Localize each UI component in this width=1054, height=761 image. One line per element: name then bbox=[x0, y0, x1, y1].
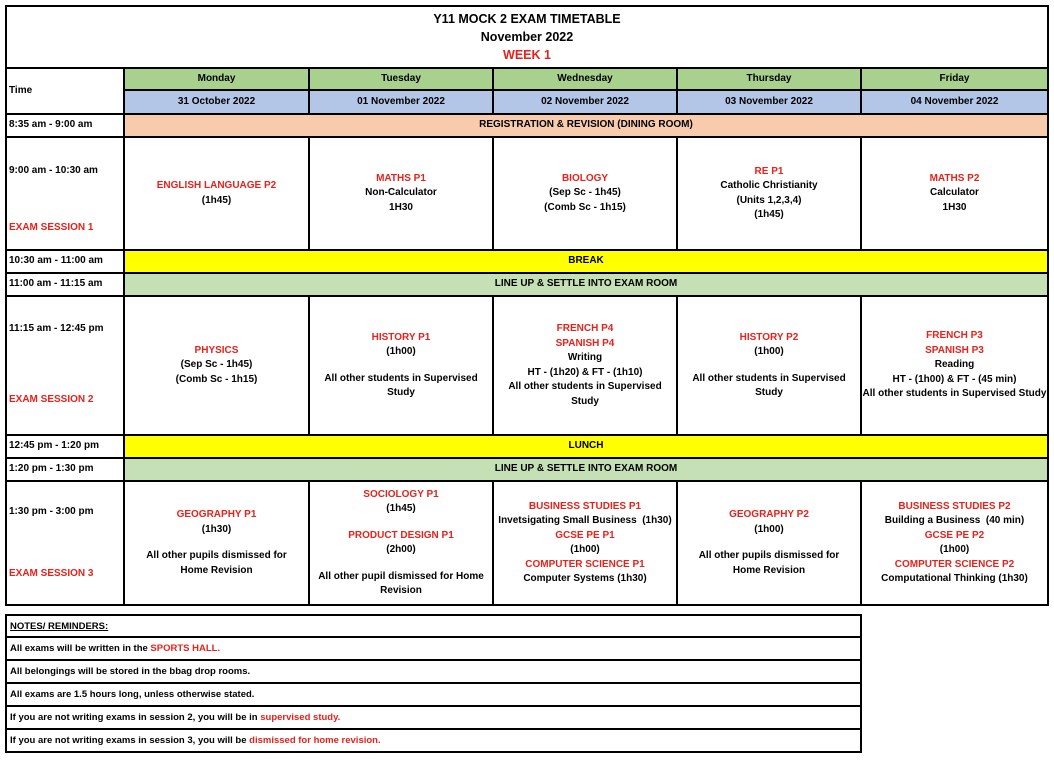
note-text: All exams will be written in the bbox=[10, 643, 151, 654]
exam-duration: (1h00) bbox=[754, 346, 784, 357]
note-text: If you are not writing exams in session 2, you will be in bbox=[10, 712, 261, 723]
date-header-wednesday bbox=[492, 89, 678, 115]
exam-subject: HISTORY P1 bbox=[371, 331, 431, 343]
time-registration bbox=[5, 113, 125, 138]
time-lunch bbox=[5, 434, 125, 459]
title-block bbox=[5, 5, 1049, 69]
exam-duration: (1h45) bbox=[386, 503, 416, 514]
exam-duration: (1h00) bbox=[570, 544, 600, 555]
exam-cell bbox=[860, 295, 1049, 436]
time-label: 1:30 pm - 3:00 pm bbox=[9, 506, 94, 517]
day-header-friday bbox=[860, 67, 1049, 91]
time-session-3 bbox=[5, 480, 125, 606]
time-label: 11:15 am - 12:45 pm bbox=[9, 323, 104, 334]
exam-note: All other students in Supervised Study bbox=[324, 372, 478, 398]
exam-note: All other pupils dismissed for Home Revision bbox=[698, 550, 840, 576]
notes-heading-text: NOTES/ REMINDERS: bbox=[10, 620, 109, 632]
exam-subject: GCSE PE P2 bbox=[924, 529, 985, 541]
lineup-banner-1 bbox=[123, 272, 1049, 297]
exam-paper: Invetsigating Small Business (1h30) bbox=[498, 515, 672, 526]
exam-note: All other pupils dismissed for Home Revision bbox=[146, 550, 287, 576]
date-header-thursday bbox=[676, 89, 862, 115]
exam-cell bbox=[308, 480, 494, 606]
exam-paper: Writing bbox=[567, 352, 603, 363]
exam-duration: (1h00) bbox=[939, 544, 970, 555]
exam-subject: SPANISH P4 bbox=[555, 337, 615, 349]
date-header-monday bbox=[123, 89, 310, 115]
day-name: Wednesday bbox=[557, 72, 613, 84]
session-label: EXAM SESSION 3 bbox=[9, 568, 94, 579]
note-highlight: dismissed for home revision. bbox=[249, 735, 381, 746]
exam-subject: SOCIOLOGY P1 bbox=[363, 488, 439, 500]
exam-duration: 1H30 bbox=[942, 201, 967, 213]
time-label: 11:00 am - 11:15 am bbox=[9, 278, 103, 290]
time-header bbox=[5, 67, 125, 115]
exam-tiers: HT - (1h20) & FT - (1h10) bbox=[527, 366, 643, 378]
time-label: 1:20 pm - 1:30 pm bbox=[9, 463, 94, 475]
exam-subject: BUSINESS STUDIES P1 bbox=[528, 500, 642, 512]
exam-subject: RE P1 bbox=[754, 165, 784, 177]
exam-duration: 1H30 bbox=[389, 201, 413, 213]
exam-paper: Calculator bbox=[930, 187, 979, 199]
note-item bbox=[5, 705, 862, 730]
exam-subject: GCSE PE P1 bbox=[555, 529, 615, 541]
time-lineup-2 bbox=[5, 457, 125, 482]
exam-subject: COMPUTER SCIENCE P2 bbox=[894, 558, 1015, 570]
exam-tiers: HT - (1h00) & FT - (45 min) bbox=[892, 373, 1017, 385]
day-date: 04 November 2022 bbox=[910, 95, 999, 107]
exam-subject: ENGLISH LANGUAGE P2 bbox=[156, 180, 277, 191]
exam-duration: (1h30) bbox=[201, 523, 232, 535]
exam-cell bbox=[492, 295, 678, 436]
day-date: 31 October 2022 bbox=[177, 95, 256, 107]
exam-cell bbox=[123, 480, 310, 606]
note-text: All belongings will be stored in the bbag drop rooms. bbox=[10, 666, 251, 677]
lineup-text: LINE UP & SETTLE INTO EXAM ROOM bbox=[494, 278, 678, 290]
day-date: 02 November 2022 bbox=[541, 95, 629, 107]
exam-duration: (1h00) bbox=[754, 523, 784, 535]
day-date: 01 November 2022 bbox=[357, 95, 445, 107]
exam-subject: FRENCH P3 bbox=[926, 330, 983, 342]
session-label: EXAM SESSION 1 bbox=[9, 222, 94, 233]
time-label: 9:00 am - 10:30 am bbox=[9, 165, 98, 176]
exam-subject: GEOGRAPHY P1 bbox=[176, 509, 257, 520]
note-item bbox=[5, 682, 862, 707]
exam-cell bbox=[676, 480, 862, 606]
exam-sep-duration: (Sep Sc - 1h45) bbox=[549, 187, 621, 199]
exam-cell bbox=[676, 295, 862, 436]
week-label: WEEK 1 bbox=[503, 48, 551, 62]
day-header-wednesday bbox=[492, 67, 678, 91]
lineup-text: LINE UP & SETTLE INTO EXAM ROOM bbox=[494, 463, 678, 475]
day-name: Thursday bbox=[746, 72, 792, 84]
day-date: 03 November 2022 bbox=[725, 95, 813, 107]
session-label: EXAM SESSION 2 bbox=[9, 394, 94, 405]
exam-note: All other students in Supervised Study bbox=[692, 372, 846, 398]
exam-paper: Computer Systems (1h30) bbox=[523, 573, 647, 584]
notes-heading bbox=[5, 614, 862, 638]
exam-paper: Non-Calculator bbox=[365, 187, 437, 199]
exam-cell bbox=[860, 136, 1049, 251]
break-banner bbox=[123, 249, 1049, 274]
registration-banner bbox=[123, 113, 1049, 138]
time-label: 12:45 pm - 1:20 pm bbox=[9, 440, 100, 452]
page-subtitle: November 2022 bbox=[480, 30, 574, 44]
exam-paper: Reading bbox=[934, 359, 975, 371]
exam-subject: SPANISH P3 bbox=[925, 344, 984, 356]
day-name: Monday bbox=[197, 72, 236, 84]
exam-subject: PHYSICS bbox=[194, 344, 239, 356]
exam-paper: Computational Thinking (1h30) bbox=[881, 573, 1028, 584]
registration-text: REGISTRATION & REVISION (DINING ROOM) bbox=[479, 119, 693, 131]
date-header-tuesday bbox=[308, 89, 494, 115]
break-text: BREAK bbox=[568, 255, 604, 267]
time-label: 10:30 am - 11:00 am bbox=[9, 255, 103, 267]
exam-subject: FRENCH P4 bbox=[556, 323, 614, 334]
time-lineup-1 bbox=[5, 272, 125, 297]
day-header-tuesday bbox=[308, 67, 494, 91]
exam-sep-duration: (Sep Sc - 1h45) bbox=[180, 359, 253, 371]
exam-note: All other students in Supervised Study bbox=[508, 381, 662, 407]
exam-cell bbox=[308, 136, 494, 251]
day-header-monday bbox=[123, 67, 310, 91]
day-name: Tuesday bbox=[381, 72, 421, 84]
exam-subject: MATHS P1 bbox=[376, 172, 426, 184]
exam-subject: COMPUTER SCIENCE P1 bbox=[525, 558, 645, 570]
exam-subject: MATHS P2 bbox=[929, 172, 980, 184]
date-header-friday bbox=[860, 89, 1049, 115]
note-item bbox=[5, 728, 862, 753]
exam-cell bbox=[492, 480, 678, 606]
time-label: 8:35 am - 9:00 am bbox=[9, 119, 93, 131]
exam-note: All other students in Supervised Study bbox=[862, 388, 1047, 400]
note-item bbox=[5, 659, 862, 684]
lunch-banner bbox=[123, 434, 1049, 459]
exam-subject: GEOGRAPHY P2 bbox=[729, 509, 809, 520]
note-text: If you are not writing exams in session 3, you will be bbox=[10, 735, 250, 746]
page-title: Y11 MOCK 2 EXAM TIMETABLE bbox=[433, 12, 621, 26]
note-text: All exams are 1.5 hours long, unless otherwise stated. bbox=[10, 689, 255, 700]
time-session-1 bbox=[5, 136, 125, 251]
exam-subject: HISTORY P2 bbox=[739, 331, 799, 343]
lineup-banner-2 bbox=[123, 457, 1049, 482]
time-header-label: Time bbox=[9, 84, 33, 96]
exam-subject: BIOLOGY bbox=[561, 172, 609, 184]
exam-cell bbox=[123, 295, 310, 436]
time-break bbox=[5, 249, 125, 274]
exam-cell bbox=[676, 136, 862, 251]
exam-paper: Building a Business (40 min) bbox=[884, 515, 1025, 526]
exam-cell bbox=[308, 295, 494, 436]
exam-cell bbox=[492, 136, 678, 251]
exam-cell bbox=[123, 136, 310, 251]
exam-duration: (2h00) bbox=[386, 544, 416, 555]
day-name: Friday bbox=[939, 72, 970, 84]
note-highlight: supervised study. bbox=[260, 712, 341, 723]
exam-subject: BUSINESS STUDIES P2 bbox=[898, 500, 1011, 512]
exam-duration: (1h45) bbox=[754, 209, 784, 220]
exam-comb-duration: (Comb Sc - 1h15) bbox=[544, 201, 626, 213]
exam-cell bbox=[860, 480, 1049, 606]
exam-units: (Units 1,2,3,4) bbox=[736, 194, 802, 206]
exam-comb-duration: (Comb Sc - 1h15) bbox=[175, 373, 258, 385]
day-header-thursday bbox=[676, 67, 862, 91]
exam-paper: Catholic Christianity bbox=[720, 180, 818, 191]
note-item bbox=[5, 636, 862, 661]
note-highlight: SPORTS HALL. bbox=[150, 643, 221, 654]
exam-duration: (1h45) bbox=[201, 194, 232, 206]
exam-duration: (1h00) bbox=[386, 346, 416, 357]
exam-note: All other pupil dismissed for Home Revision bbox=[318, 570, 484, 596]
time-session-2 bbox=[5, 295, 125, 436]
exam-subject: PRODUCT DESIGN P1 bbox=[348, 529, 454, 541]
lunch-text: LUNCH bbox=[568, 440, 604, 452]
